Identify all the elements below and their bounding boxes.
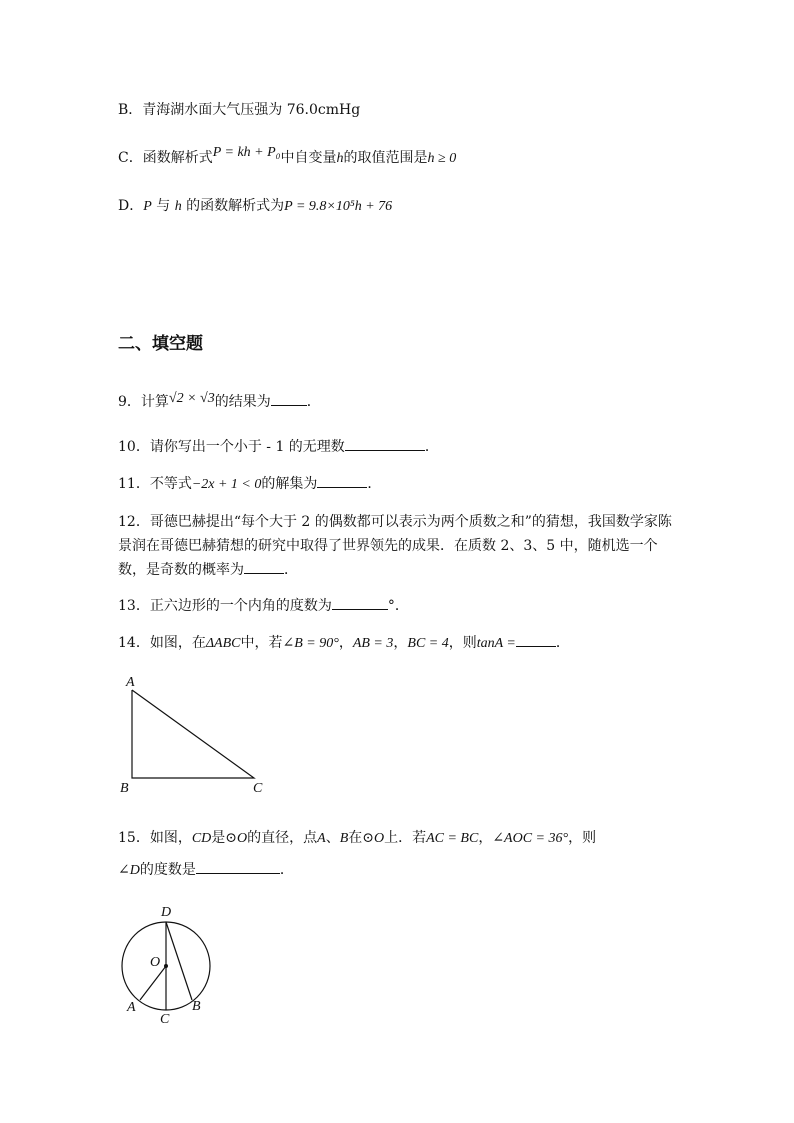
- circle-figure: [112, 896, 232, 1030]
- q9-suffix: 的结果为: [214, 394, 271, 410]
- answer-blank[interactable]: [271, 393, 307, 406]
- option-d-formula: P = 9.8×10⁵h + 76: [284, 199, 393, 214]
- option-d-var2: h: [174, 199, 182, 214]
- question-11: [118, 474, 381, 495]
- q15-cd: CD: [191, 831, 212, 846]
- q14-ab: AB = 3: [352, 636, 394, 651]
- q15-aoc: ∠AOC = 36°: [492, 831, 569, 846]
- q15-on: 在: [348, 830, 363, 846]
- answer-blank[interactable]: [317, 475, 367, 488]
- question-12: [118, 510, 674, 582]
- q15-circle2: ⊙O: [362, 831, 385, 846]
- circle-label-c: C: [160, 1012, 170, 1027]
- option-c: [118, 145, 457, 169]
- option-c-var: h: [336, 151, 344, 166]
- q15-then: ，则: [568, 830, 597, 846]
- option-c-range: h ≥ 0: [427, 151, 457, 166]
- q9-expression: √2 × √3: [168, 391, 215, 406]
- q15-is: 是: [211, 830, 226, 846]
- option-c-prefix: C．函数解析式: [118, 150, 213, 166]
- segment-oa: [140, 966, 166, 1000]
- q15-prefix: 15．如图，: [118, 830, 192, 846]
- center-point: [164, 964, 168, 968]
- q14-end: ．: [555, 635, 570, 651]
- q14-sep2: ，: [393, 635, 408, 651]
- q9-end: ．: [306, 394, 321, 410]
- question-15-line2: [118, 860, 294, 881]
- answer-blank[interactable]: [345, 438, 425, 451]
- circle-label-d: D: [161, 905, 172, 920]
- question-14: [118, 633, 570, 654]
- q15-arc: AC = BC: [426, 831, 479, 846]
- triangle-shape: [132, 690, 254, 778]
- answer-blank[interactable]: [244, 561, 284, 574]
- circle-label-o: O: [150, 955, 161, 970]
- q15-circle: ⊙O: [225, 831, 248, 846]
- q15-up: 上．若: [384, 830, 427, 846]
- triangle-label-b: B: [120, 781, 129, 796]
- q14-then: ，则: [448, 635, 477, 651]
- q11-prefix: 11．不等式: [118, 476, 192, 492]
- question-15: [118, 828, 596, 849]
- q10-text: 10．请你写出一个小于 - 1 的无理数: [118, 439, 345, 455]
- q9-prefix: 9．计算: [118, 394, 169, 410]
- q15-b: B: [339, 831, 349, 846]
- option-c-mid: 中自变量: [280, 150, 337, 166]
- option-d-mid2: 的函数解析式为: [181, 198, 285, 214]
- option-c-formula: P = kh + P₀: [212, 145, 281, 160]
- q14-angle: ∠B = 90°: [282, 636, 339, 651]
- answer-blank[interactable]: [196, 861, 280, 874]
- q13-end: °．: [387, 598, 409, 614]
- q11-suffix: 的解集为: [261, 476, 318, 492]
- triangle-figure: [112, 670, 272, 800]
- q10-end: ．: [424, 439, 439, 455]
- section-title: 二、填空题: [118, 334, 203, 354]
- circle-label-b: B: [192, 999, 201, 1014]
- triangle-label-a: A: [126, 675, 135, 690]
- question-9: [118, 392, 321, 413]
- q15-sep: 、: [325, 830, 340, 846]
- q13-text: 13．正六边形的一个内角的度数为: [118, 598, 332, 614]
- q14-sep1: ，: [338, 635, 353, 651]
- option-d-mid1: 与: [151, 198, 175, 214]
- q14-tan: tanA =: [476, 636, 516, 651]
- q12-end: ．: [284, 562, 298, 578]
- q12-text: 12．哥德巴赫提出“每个大于 2 的偶数都可以表示为两个质数之和”的猜想，我国数学家陈景润在哥德巴赫猜想的研究中取得了世界领先的成果．在质数 2、3、5 中，随机选一个数，是奇数的概率为: [118, 514, 672, 578]
- question-10: [118, 437, 439, 457]
- option-d-var1: P: [143, 199, 152, 214]
- option-d: [118, 196, 392, 217]
- q14-bc: BC = 4: [407, 636, 449, 651]
- q15-line2-text: 的度数是: [139, 862, 196, 878]
- q15-end: ．: [279, 862, 294, 878]
- answer-blank[interactable]: [516, 634, 556, 647]
- q15-a: A: [317, 831, 326, 846]
- answer-blank[interactable]: [332, 597, 388, 610]
- circle-label-a: A: [127, 1000, 136, 1015]
- q14-mid: 中，若: [240, 635, 283, 651]
- triangle-label-c: C: [253, 781, 263, 796]
- option-b: [118, 100, 360, 120]
- q11-expression: −2x + 1 < 0: [191, 477, 262, 492]
- option-c-mid2: 的取值范围是: [343, 150, 428, 166]
- q15-comma: ，: [478, 830, 493, 846]
- option-d-prefix: D．: [118, 198, 144, 214]
- q15-angle-d: ∠D: [118, 863, 140, 878]
- q14-prefix: 14．如图，在: [118, 635, 206, 651]
- q14-triangle: ΔABC: [205, 636, 241, 651]
- question-13: [118, 596, 409, 616]
- segment-db: [166, 922, 192, 1000]
- q15-diam: 的直径，点: [247, 830, 318, 846]
- option-b-text: B．青海湖水面大气压强为 76.0cmHg: [118, 102, 361, 118]
- q11-end: ．: [367, 476, 382, 492]
